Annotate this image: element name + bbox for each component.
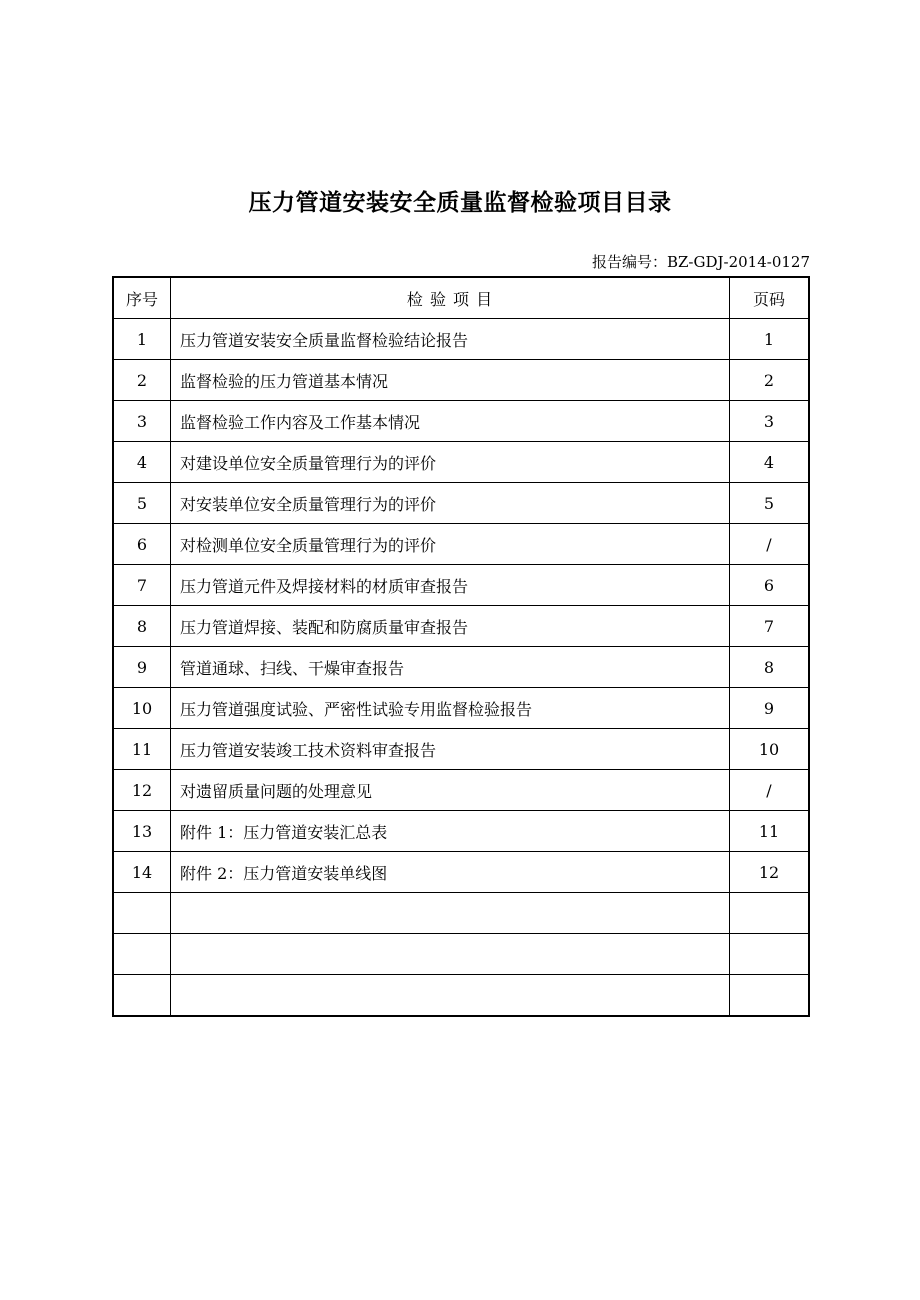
- row-serial-number: 11: [113, 729, 171, 770]
- table-row: [113, 442, 809, 483]
- row-page-number: 6: [730, 565, 810, 606]
- document-title: 压力管道安装安全质量监督检验项目目录: [248, 190, 672, 216]
- row-page-number: [730, 975, 810, 1017]
- table-row: [113, 401, 809, 442]
- row-serial-number: [113, 975, 171, 1017]
- row-inspection-item: 附件 1：压力管道安装汇总表: [171, 811, 730, 852]
- row-page-number: 12: [730, 852, 810, 893]
- row-serial-number: 14: [113, 852, 171, 893]
- table-row: [113, 606, 809, 647]
- row-inspection-item: 对安装单位安全质量管理行为的评价: [171, 483, 730, 524]
- header-page-number: 页码: [730, 277, 810, 319]
- table-row: [113, 524, 809, 565]
- table-row: [113, 483, 809, 524]
- table-row: [113, 852, 809, 893]
- row-page-number: [730, 893, 810, 934]
- row-inspection-item: 压力管道元件及焊接材料的材质审查报告: [171, 565, 730, 606]
- row-serial-number: 12: [113, 770, 171, 811]
- row-page-number: 1: [730, 319, 810, 360]
- row-serial-number: 8: [113, 606, 171, 647]
- row-inspection-item: 压力管道安装安全质量监督检验结论报告: [171, 319, 730, 360]
- table-row: [113, 893, 809, 934]
- row-inspection-item: 监督检验的压力管道基本情况: [171, 360, 730, 401]
- row-inspection-item: 对遗留质量问题的处理意见: [171, 770, 730, 811]
- row-serial-number: 13: [113, 811, 171, 852]
- row-serial-number: [113, 934, 171, 975]
- row-inspection-item: [171, 934, 730, 975]
- row-inspection-item: 监督检验工作内容及工作基本情况: [171, 401, 730, 442]
- row-page-number: 7: [730, 606, 810, 647]
- row-inspection-item: 对建设单位安全质量管理行为的评价: [171, 442, 730, 483]
- table-row: [113, 770, 809, 811]
- row-inspection-item: 压力管道焊接、装配和防腐质量审查报告: [171, 606, 730, 647]
- row-serial-number: 3: [113, 401, 171, 442]
- row-page-number: /: [730, 524, 810, 565]
- row-page-number: 2: [730, 360, 810, 401]
- report-number: 报告编号：BZ-GDJ-2014-0127: [591, 253, 810, 271]
- table-row: [113, 360, 809, 401]
- row-serial-number: 9: [113, 647, 171, 688]
- row-inspection-item: [171, 975, 730, 1017]
- row-serial-number: 7: [113, 565, 171, 606]
- row-page-number: 10: [730, 729, 810, 770]
- row-page-number: 11: [730, 811, 810, 852]
- row-inspection-item: 对检测单位安全质量管理行为的评价: [171, 524, 730, 565]
- table-row: [113, 647, 809, 688]
- row-page-number: 8: [730, 647, 810, 688]
- row-serial-number: 2: [113, 360, 171, 401]
- row-inspection-item: 管道通球、扫线、干燥审查报告: [171, 647, 730, 688]
- row-inspection-item: 压力管道强度试验、严密性试验专用监督检验报告: [171, 688, 730, 729]
- row-serial-number: 4: [113, 442, 171, 483]
- row-inspection-item: 附件 2：压力管道安装单线图: [171, 852, 730, 893]
- row-serial-number: 6: [113, 524, 171, 565]
- header-serial-number: 序号: [113, 277, 171, 319]
- row-serial-number: 5: [113, 483, 171, 524]
- row-serial-number: 10: [113, 688, 171, 729]
- row-page-number: [730, 934, 810, 975]
- table-header-row: [113, 277, 809, 319]
- inspection-items-table: [112, 276, 810, 1017]
- row-inspection-item: [171, 893, 730, 934]
- table-row: [113, 319, 809, 360]
- table-row: [113, 811, 809, 852]
- row-serial-number: 1: [113, 319, 171, 360]
- header-inspection-item: 检 验 项 目: [171, 277, 730, 319]
- row-serial-number: [113, 893, 171, 934]
- table-row: [113, 975, 809, 1017]
- row-page-number: 9: [730, 688, 810, 729]
- table-row: [113, 688, 809, 729]
- row-page-number: 4: [730, 442, 810, 483]
- row-page-number: 5: [730, 483, 810, 524]
- table-row: [113, 934, 809, 975]
- row-page-number: /: [730, 770, 810, 811]
- row-page-number: 3: [730, 401, 810, 442]
- table-row: [113, 565, 809, 606]
- table-row: [113, 729, 809, 770]
- row-inspection-item: 压力管道安装竣工技术资料审查报告: [171, 729, 730, 770]
